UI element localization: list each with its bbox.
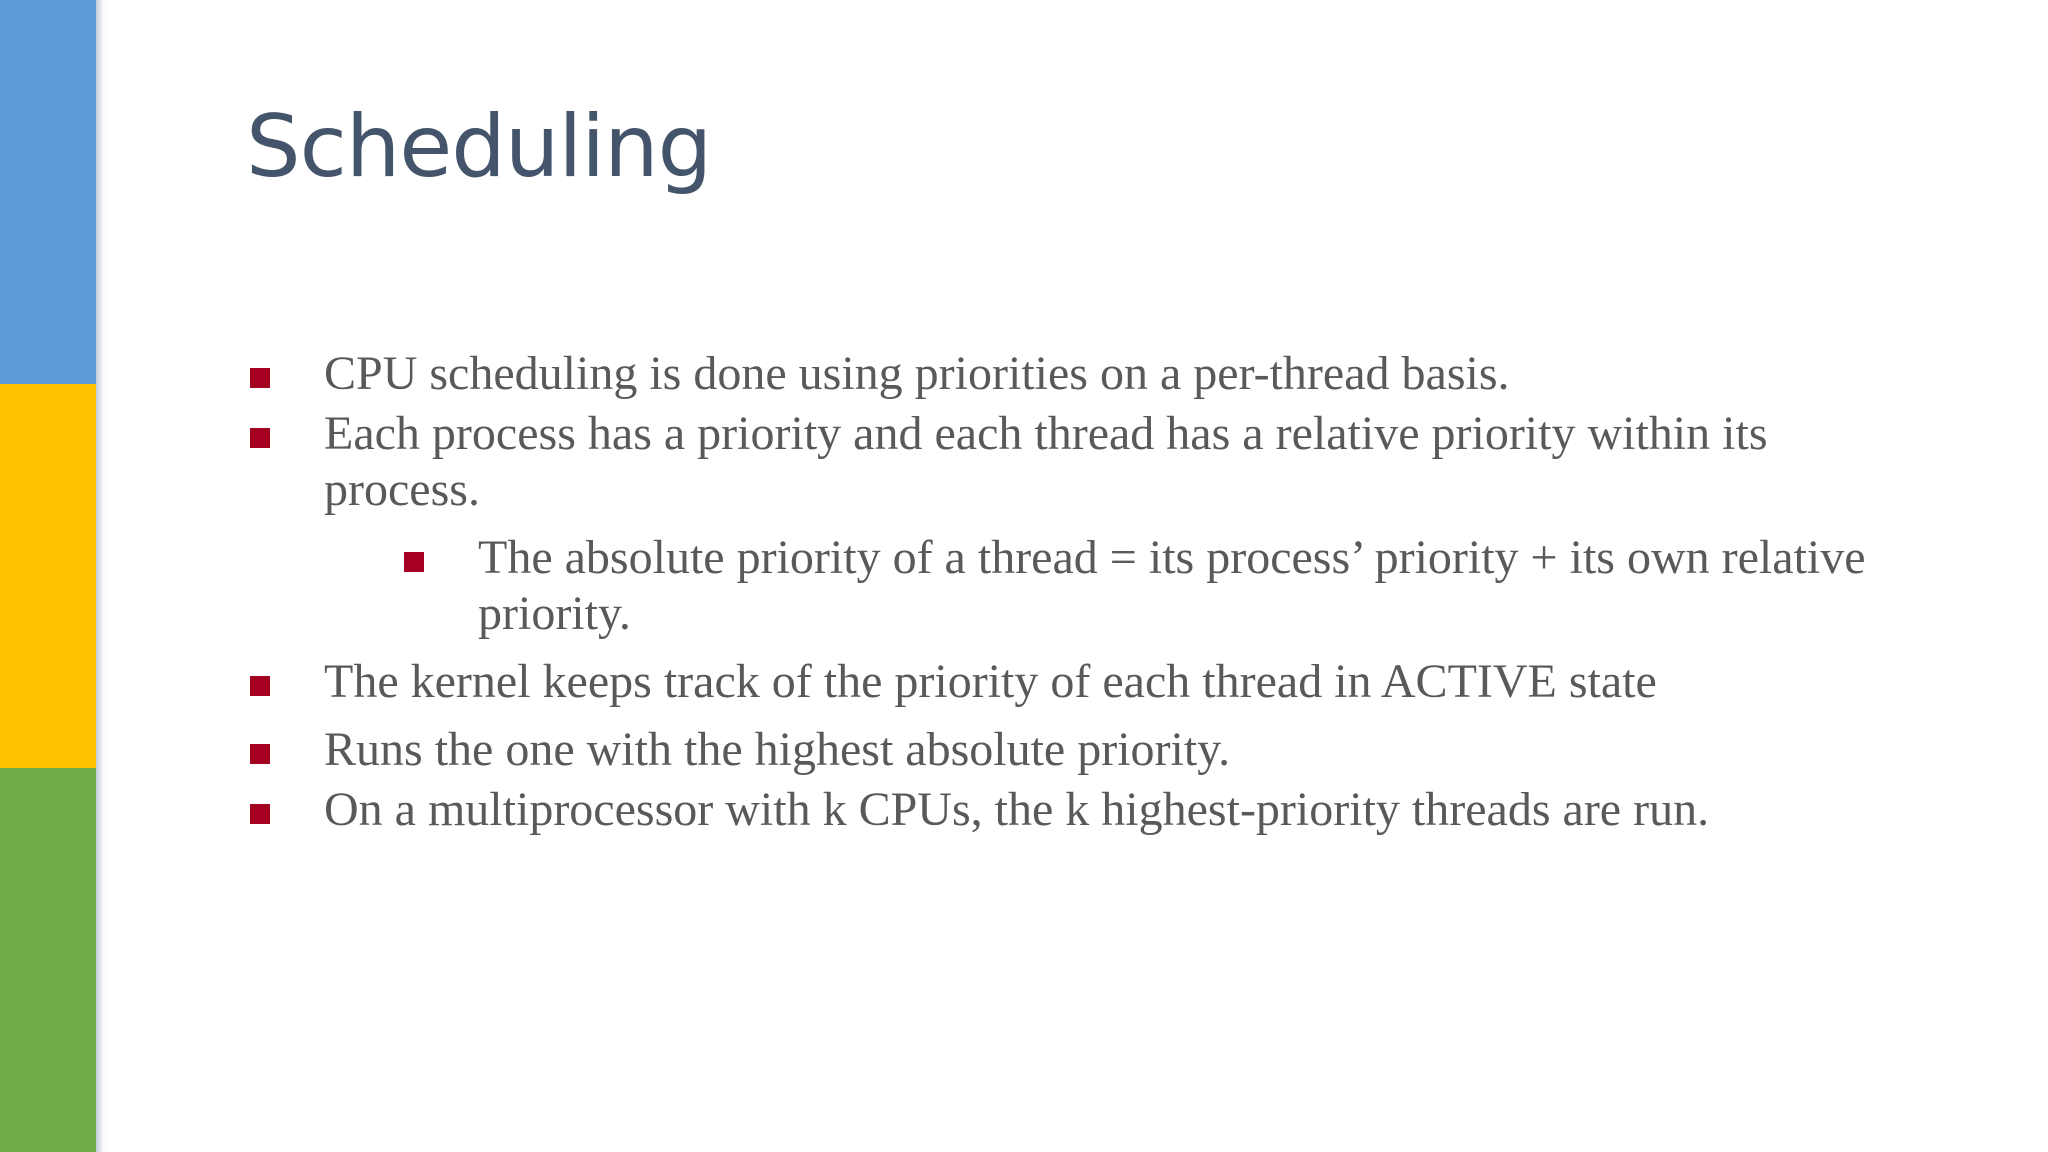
accent-band-blue [0, 0, 96, 384]
bullet-text: The absolute priority of a thread = its process’ priority + its own relative priority. [478, 531, 1866, 640]
bullet-text: Each process has a priority and each thread has a relative priority within its process. [324, 407, 1768, 516]
slide-title: Scheduling [246, 97, 712, 197]
square-bullet-icon [250, 744, 270, 764]
bullet-item [246, 782, 1886, 838]
square-bullet-icon [404, 552, 424, 572]
accent-band-shadow [96, 0, 110, 1152]
square-bullet-icon [250, 428, 270, 448]
square-bullet-icon [250, 368, 270, 388]
bullet-item [246, 654, 1886, 710]
square-bullet-icon [250, 804, 270, 824]
bullet-text: CPU scheduling is done using priorities on a per-thread basis. [324, 347, 1510, 400]
square-bullet-icon [250, 676, 270, 696]
bullet-item [246, 722, 1886, 778]
sub-bullet-item [400, 530, 1886, 642]
bullet-text: On a multiprocessor with k CPUs, the k highest-priority threads are run. [324, 783, 1710, 836]
accent-band-yellow [0, 384, 96, 768]
bullet-text: Runs the one with the highest absolute priority. [324, 723, 1231, 776]
bullet-item [246, 406, 1886, 518]
bullet-list [246, 346, 1886, 850]
bullet-text: The kernel keeps track of the priority of each thread in ACTIVE state [324, 655, 1657, 708]
bullet-item [246, 346, 1886, 402]
accent-band-green [0, 768, 96, 1152]
